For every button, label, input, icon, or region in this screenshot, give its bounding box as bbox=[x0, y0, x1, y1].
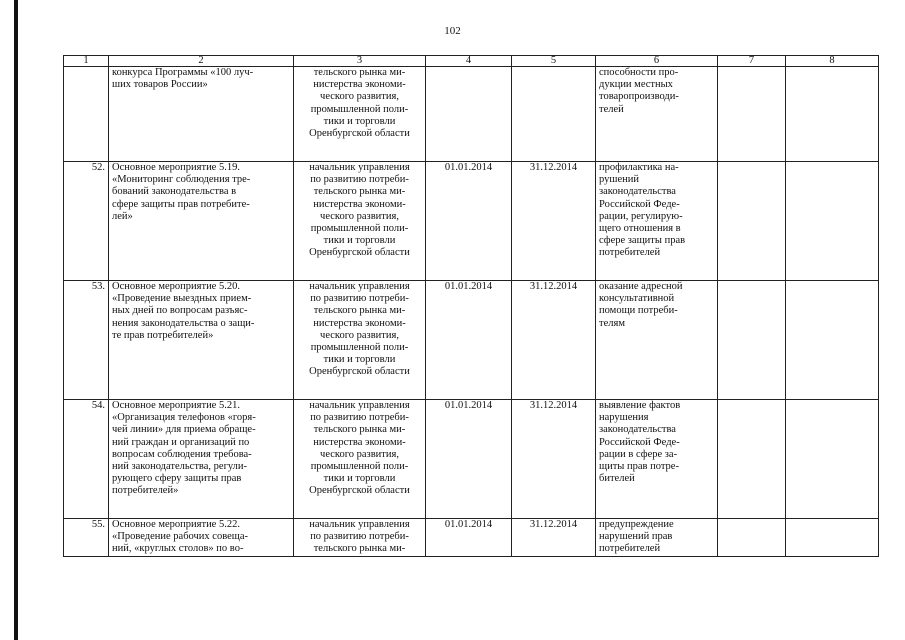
event-cell-line: нения законодательства о защи- bbox=[112, 317, 255, 329]
result-cell bbox=[596, 519, 718, 557]
table-row bbox=[64, 519, 879, 557]
event-cell-line: лей» bbox=[112, 210, 133, 222]
column-8-cell bbox=[786, 400, 879, 519]
executor-cell-line: тики и торговли bbox=[323, 235, 396, 247]
executor-cell-line: промышленной поли- bbox=[310, 461, 409, 473]
activities-table bbox=[63, 55, 879, 557]
table-row bbox=[64, 67, 879, 162]
event-cell-line: конкурса Программы «100 луч- bbox=[112, 67, 254, 78]
header-row bbox=[64, 56, 879, 67]
result-cell-line: помощи потреби- bbox=[599, 305, 678, 317]
result-cell-line: рации в сфере за- bbox=[599, 448, 678, 460]
binding-edge-line bbox=[14, 0, 18, 640]
column-7-cell bbox=[718, 400, 786, 519]
result-cell-line: потребителей bbox=[599, 247, 661, 259]
start-date-cell: 01.01.2014 bbox=[426, 162, 512, 281]
result-cell-line: консультативной bbox=[599, 293, 675, 305]
result-cell-line: выявление фактов bbox=[599, 400, 681, 411]
executor-cell-line: тельского рынка ми- bbox=[313, 67, 406, 78]
executor-cell-line: ческого развития, bbox=[320, 210, 399, 222]
result-cell-line: телям bbox=[599, 317, 625, 329]
event-cell-line: чей линии» для приема обраще- bbox=[112, 424, 256, 436]
executor-cell-line: Оренбургской области bbox=[309, 485, 410, 497]
event-cell-line: те прав потребителей» bbox=[112, 329, 214, 341]
end-date-cell: 31.12.2014 bbox=[512, 281, 596, 400]
event-cell-line: бований законодательства в bbox=[112, 186, 237, 198]
result-cell bbox=[596, 281, 718, 400]
result-cell bbox=[596, 162, 718, 281]
event-cell-line: ших товаров России» bbox=[112, 79, 208, 91]
executor-cell-line: по развитию потреби- bbox=[310, 293, 409, 305]
event-cell-line: ных дней по вопросам разъяс- bbox=[112, 305, 248, 317]
result-cell-line: потребителей bbox=[599, 543, 661, 555]
page-number: 102 bbox=[444, 25, 461, 37]
executor-cell-line: тельского рынка ми- bbox=[313, 424, 406, 436]
end-date-cell: 31.12.2014 bbox=[512, 400, 596, 519]
result-cell-line: рушений bbox=[599, 174, 639, 186]
executor-cell-line: промышленной поли- bbox=[310, 223, 409, 235]
event-cell bbox=[109, 519, 294, 557]
executor-cell bbox=[294, 281, 426, 400]
executor-cell-line: Оренбургской области bbox=[309, 247, 410, 259]
column-8-cell bbox=[786, 162, 879, 281]
result-cell-line: нарушений прав bbox=[599, 531, 673, 543]
column-7-cell bbox=[718, 519, 786, 557]
start-date-cell bbox=[426, 67, 512, 162]
result-cell-line: товаропроизводи- bbox=[599, 91, 679, 103]
executor-cell-line: начальник управления bbox=[309, 400, 410, 411]
event-cell-line: сфере защиты прав потребите- bbox=[112, 198, 250, 210]
result-cell-line: Российской Феде- bbox=[599, 198, 680, 210]
event-cell-line: Основное мероприятие 5.19. bbox=[112, 162, 240, 173]
column-header: 7 bbox=[718, 56, 786, 67]
event-cell-line: рующего сферу защиты прав bbox=[112, 473, 242, 485]
start-date-cell: 01.01.2014 bbox=[426, 400, 512, 519]
start-date-cell: 01.01.2014 bbox=[426, 281, 512, 400]
event-cell-line: «Организация телефонов «горя- bbox=[112, 412, 256, 424]
result-cell-line: способности про- bbox=[599, 67, 679, 78]
event-cell-line: Основное мероприятие 5.20. bbox=[112, 281, 240, 292]
executor-cell bbox=[294, 162, 426, 281]
column-7-cell bbox=[718, 162, 786, 281]
result-cell-line: бителей bbox=[599, 473, 635, 485]
result-cell-line: рации, регулирую- bbox=[599, 210, 683, 222]
event-cell bbox=[109, 400, 294, 519]
executor-cell-line: Оренбургской области bbox=[309, 128, 410, 140]
executor-cell bbox=[294, 67, 426, 162]
executor-cell-line: начальник управления bbox=[309, 281, 410, 292]
event-cell-line: ний, «круглых столов» по во- bbox=[112, 543, 244, 555]
column-header: 4 bbox=[426, 56, 512, 67]
event-cell bbox=[109, 281, 294, 400]
event-cell-line: Основное мероприятие 5.22. bbox=[112, 519, 240, 530]
column-8-cell bbox=[786, 67, 879, 162]
executor-cell bbox=[294, 519, 426, 557]
executor-cell-line: тики и торговли bbox=[323, 354, 396, 366]
column-header: 1 bbox=[64, 56, 109, 67]
executor-cell-line: тики и торговли bbox=[323, 115, 396, 127]
column-header: 3 bbox=[294, 56, 426, 67]
executor-cell-line: по развитию потреби- bbox=[310, 531, 409, 543]
result-cell-line: сфере защиты прав bbox=[599, 235, 686, 247]
event-cell bbox=[109, 67, 294, 162]
executor-cell-line: ческого развития, bbox=[320, 91, 399, 103]
end-date-cell: 31.12.2014 bbox=[512, 519, 596, 557]
row-number: 54. bbox=[64, 400, 109, 519]
result-cell-line: телей bbox=[599, 103, 624, 115]
result-cell-line: щиты прав потре- bbox=[599, 461, 679, 473]
executor-cell-line: по развитию потреби- bbox=[310, 412, 409, 424]
table-row bbox=[64, 162, 879, 281]
column-8-cell bbox=[786, 519, 879, 557]
event-cell bbox=[109, 162, 294, 281]
result-cell bbox=[596, 400, 718, 519]
column-header: 5 bbox=[512, 56, 596, 67]
result-cell-line: Российской Феде- bbox=[599, 436, 680, 448]
event-cell-line: «Проведение выездных прием- bbox=[112, 293, 252, 305]
start-date-cell: 01.01.2014 bbox=[426, 519, 512, 557]
column-7-cell bbox=[718, 67, 786, 162]
table-row bbox=[64, 281, 879, 400]
row-number: 53. bbox=[64, 281, 109, 400]
executor-cell-line: нистерства экономи- bbox=[313, 436, 406, 448]
executor-cell-line: тельского рынка ми- bbox=[313, 186, 406, 198]
column-7-cell bbox=[718, 281, 786, 400]
end-date-cell bbox=[512, 67, 596, 162]
result-cell bbox=[596, 67, 718, 162]
executor-cell-line: ческого развития, bbox=[320, 329, 399, 341]
table-body bbox=[64, 56, 879, 557]
executor-cell-line: нистерства экономи- bbox=[313, 198, 406, 210]
event-cell-line: ний законодательства, регули- bbox=[112, 461, 248, 473]
column-header: 2 bbox=[109, 56, 294, 67]
executor-cell-line: начальник управления bbox=[309, 162, 410, 173]
result-cell-line: оказание адресной bbox=[599, 281, 683, 292]
executor-cell-line: тики и торговли bbox=[323, 473, 396, 485]
table-row bbox=[64, 400, 879, 519]
event-cell-line: ний граждан и организаций по bbox=[112, 436, 250, 448]
event-cell-line: «Проведение рабочих совеща- bbox=[112, 531, 248, 543]
executor-cell-line: нистерства экономи- bbox=[313, 317, 406, 329]
executor-cell-line: промышленной поли- bbox=[310, 103, 409, 115]
result-cell-line: законодательства bbox=[599, 424, 676, 436]
executor-cell-line: тельского рынка ми- bbox=[313, 543, 406, 555]
result-cell-line: предупреждение bbox=[599, 519, 674, 530]
end-date-cell: 31.12.2014 bbox=[512, 162, 596, 281]
column-8-cell bbox=[786, 281, 879, 400]
event-cell-line: вопросам соблюдения требова- bbox=[112, 448, 252, 460]
event-cell-line: Основное мероприятие 5.21. bbox=[112, 400, 240, 411]
event-cell-line: «Мониторинг соблюдения тре- bbox=[112, 174, 251, 186]
executor-cell-line: ческого развития, bbox=[320, 448, 399, 460]
result-cell-line: законодательства bbox=[599, 186, 676, 198]
column-header: 8 bbox=[786, 56, 879, 67]
executor-cell-line: начальник управления bbox=[309, 519, 410, 530]
executor-cell-line: тельского рынка ми- bbox=[313, 305, 406, 317]
executor-cell-line: по развитию потреби- bbox=[310, 174, 409, 186]
executor-cell-line: нистерства экономи- bbox=[313, 79, 406, 91]
event-cell-line: потребителей» bbox=[112, 485, 179, 497]
executor-cell-line: промышленной поли- bbox=[310, 342, 409, 354]
result-cell-line: нарушения bbox=[599, 412, 649, 424]
result-cell-line: дукции местных bbox=[599, 79, 673, 91]
result-cell-line: профилактика на- bbox=[599, 162, 679, 173]
row-number bbox=[64, 67, 109, 162]
executor-cell bbox=[294, 400, 426, 519]
executor-cell-line: Оренбургской области bbox=[309, 366, 410, 378]
row-number: 52. bbox=[64, 162, 109, 281]
column-header: 6 bbox=[596, 56, 718, 67]
row-number: 55. bbox=[64, 519, 109, 557]
result-cell-line: щего отношения в bbox=[599, 223, 681, 235]
